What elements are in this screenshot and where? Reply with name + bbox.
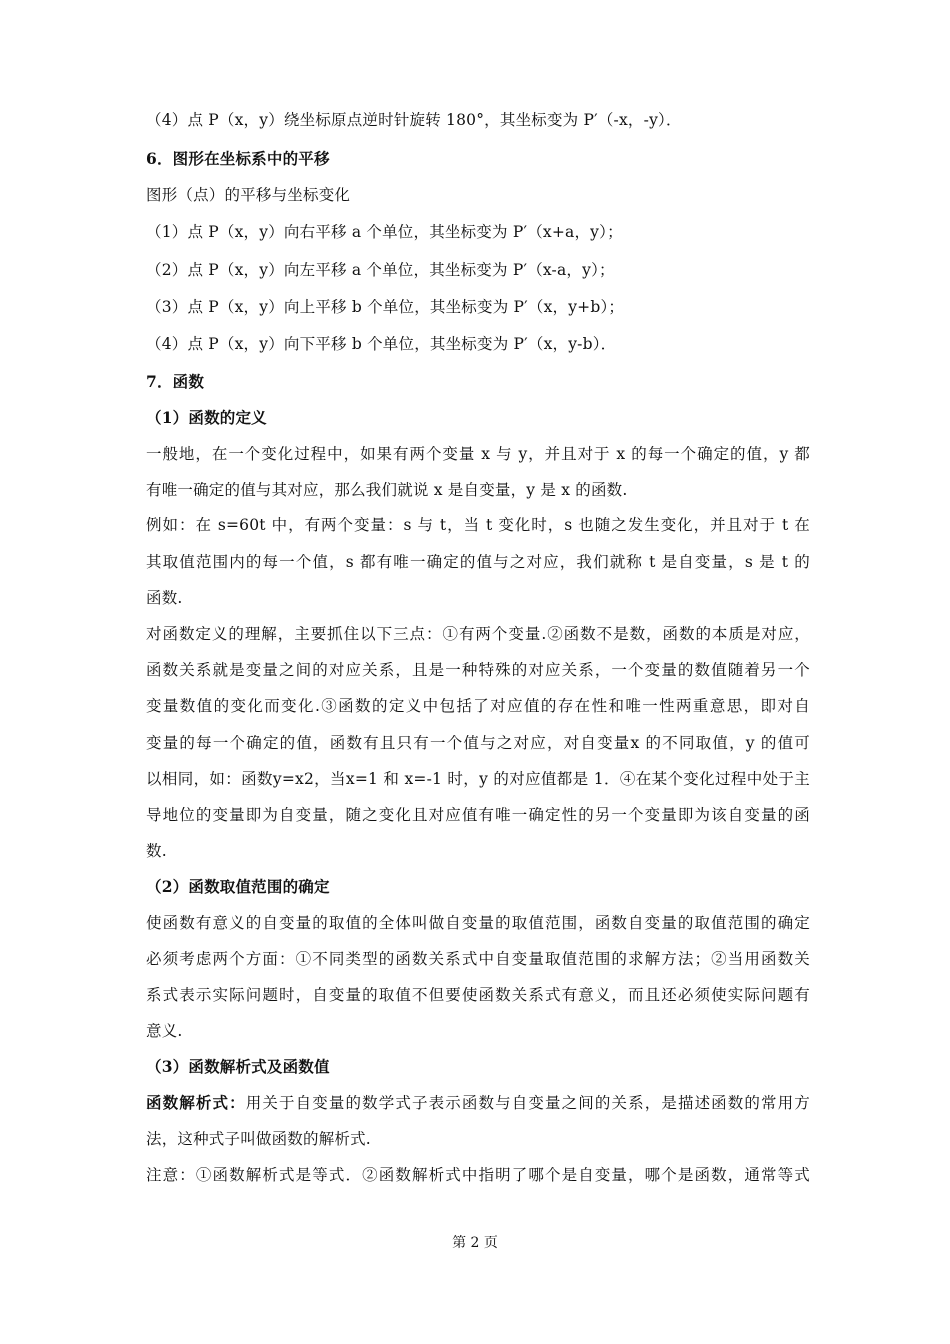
paragraph-line: 对函数定义的理解，主要抓住以下三点：①有两个变量.②函数不是数，函数的本质是对应，: [146, 625, 810, 643]
text-line: （1）点 P（x，y）向右平移 a 个单位，其坐标变为 P′（x+a，y）；: [146, 223, 623, 241]
paragraph-line: 函数.: [146, 589, 183, 607]
text-line: 图形（点）的平移与坐标变化: [146, 186, 351, 204]
term-definition: 用关于自变量的数学式子表示函数与自变量之间的关系，是描述函数的常用方: [245, 1094, 811, 1112]
text-line: （4）点 P（x，y）绕坐标原点逆时针旋转 180°，其坐标变为 P′（-x，-y）．: [146, 111, 682, 129]
paragraph-line: 其取值范围内的每一个值，s 都有唯一确定的值与之对应，我们就称 t 是自变量，s 是 t 的: [146, 553, 810, 571]
paragraph-line: 必须考虑两个方面：①不同类型的函数关系式中自变量取值范围的求解方法；②当用函数关: [146, 950, 810, 968]
text-line: （3）点 P（x，y）向上平移 b 个单位，其坐标变为 P′（x，y+b）；: [146, 298, 625, 316]
paragraph-line: 数.: [146, 842, 167, 860]
paragraph-line: 有唯一确定的值与其对应，那么我们就说 x 是自变量，y 是 x 的函数.: [146, 481, 628, 499]
text-line: （4）点 P（x，y）向下平移 b 个单位，其坐标变为 P′（x，y-b）．: [146, 335, 617, 353]
section-heading: 6．图形在坐标系中的平移: [146, 149, 330, 168]
paragraph-line: 法，这种式子叫做函数的解析式.: [146, 1130, 371, 1148]
subsection-heading: （1）函数的定义: [146, 408, 267, 427]
subsection-heading: （2）函数取值范围的确定: [146, 877, 330, 896]
term-label: 函数解析式：: [146, 1093, 246, 1112]
paragraph-line: 一般地，在一个变化过程中，如果有两个变量 x 与 y，并且对于 x 的每一个确定的值，y 都: [146, 445, 810, 463]
subsection-heading: （3）函数解析式及函数值: [146, 1057, 330, 1076]
paragraph-line: 函数关系就是变量之间的对应关系，且是一种特殊的对应关系，一个变量的数值随着另一个: [146, 661, 810, 679]
paragraph-line: 例如：在 s=60t 中，有两个变量：s 与 t，当 t 变化时，s 也随之发生变化，并且对于 t 在: [146, 516, 810, 534]
section-heading: 7．函数: [146, 372, 205, 391]
paragraph-line: [146, 1093, 810, 1113]
paragraph-line: 以相同，如：函数y=x2，当x=1 和 x=-1 时，y 的对应值都是 1．④在某个变化过程中处于主: [146, 770, 810, 788]
paragraph-line: 意义.: [146, 1022, 183, 1040]
paragraph-line: 使函数有意义的自变量的取值的全体叫做自变量的取值范围，函数自变量的取值范围的确定: [146, 914, 810, 932]
paragraph-line: 变量数值的变化而变化.③函数的定义中包括了对应值的存在性和唯一性两重意思，即对自: [146, 697, 810, 715]
paragraph-line: 导地位的变量即为自变量，随之变化且对应值有唯一确定性的另一个变量即为该自变量的函: [146, 806, 810, 824]
paragraph-line: 注意：①函数解析式是等式．②函数解析式中指明了哪个是自变量，哪个是函数，通常等式: [146, 1166, 810, 1184]
paragraph-line: 系式表示实际问题时，自变量的取值不但要使函数关系式有意义，而且还必须使实际问题有: [146, 986, 810, 1004]
text-line: （2）点 P（x，y）向左平移 a 个单位，其坐标变为 P′（x-a，y）；: [146, 261, 615, 279]
paragraph-line: 变量的每一个确定的值，函数有且只有一个值与之对应，对自变量x 的不同取值，y 的值可: [146, 734, 810, 752]
page-number: 第 2 页: [452, 1235, 498, 1251]
